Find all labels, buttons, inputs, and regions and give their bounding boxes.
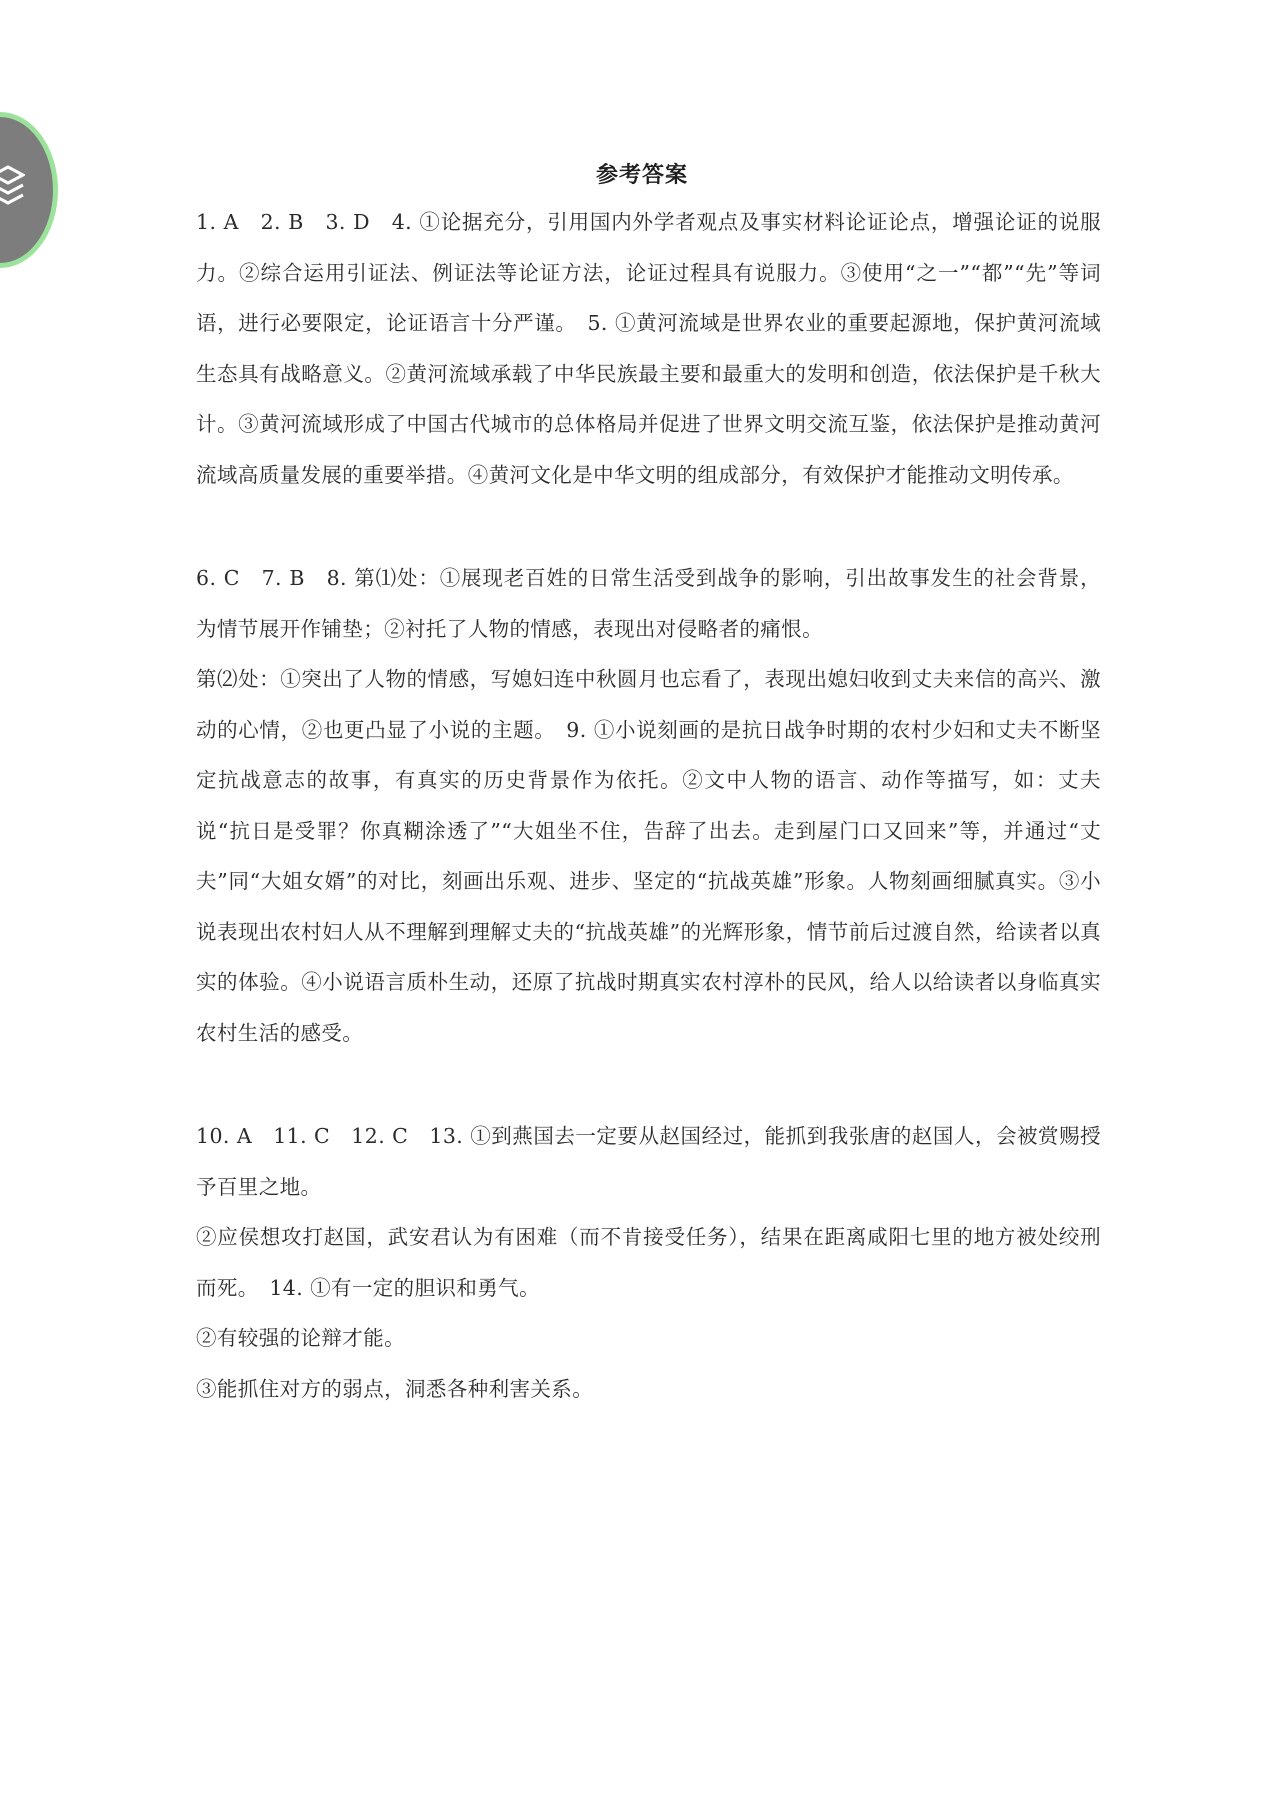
answer-block-6-8-part1: 6. C 7. B 8. 第⑴处：①展现老百姓的日常生活受到战争的影响，引出故事发生的社会背景，为情节展开作铺垫；②衬托了人物的情感，表现出对侵略者的痛恨。 xyxy=(196,566,1101,641)
corner-badge xyxy=(0,112,58,268)
answer-block-13-14: ②应侯想攻打赵国，武安君认为有困难（而不肯接受任务），结果在距离咸阳七里的地方被处绞刑而死。 14. ①有一定的胆识和勇气。 xyxy=(196,1225,1101,1300)
answer-block-1-5: 1. A 2. B 3. D 4. ①论据充分，引用国内外学者观点及事实材料论证论点，增强论证的说服力。②综合运用引证法、例证法等论证方法，论证过程具有说服力。③使用“之一”“都”“先”等词语，进行必要限定，论证语言十分严谨。 5. ①黄河流域是世界农业的重要起源地，保护黄河流域生态具有战略意义。②黄河流域承载了中华民族最主要和最重大的发明和创造，依法保护是千秋大计。③黄河流域形成了中国古代城市的总体格局并促进了世界文明交流互鉴，依法保护是推动黄河流域高质量发展的重要举措。④黄河文化是中华文明的组成部分，有效保护才能推动文明传承。 xyxy=(196,210,1101,487)
page-title: 参考答案 xyxy=(595,162,688,188)
answer-block-8-9: 第⑵处：①突出了人物的情感，写媳妇连中秋圆月也忘看了，表现出媳妇收到丈夫来信的高兴、激动的心情，②也更凸显了小说的主题。 9. ①小说刻画的是抗日战争时期的农村少妇和丈夫不断坚定抗战意志的故事，有真实的历史背景作为依托。②文中人物的语言、动作等描写，如：丈夫说“抗日是受罪？你真糊涂透了”“大姐坐不住，告辞了出去。走到屋门口又回来”等，并通过“丈夫”同“大姐女婿”的对比，刻画出乐观、进步、坚定的“抗战英雄”形象。人物刻画细腻真实。③小说表现出农村妇人从不理解到理解丈夫的“抗战英雄”的光辉形象，情节前后过渡自然，给读者以真实的体验。④小说语言质朴生动，还原了抗战时期真实农村淳朴的民风，给人以给读者以身临真实农村生活的感受。 xyxy=(196,667,1101,1045)
answer-line-14-2: ②有较强的论辩才能。 xyxy=(196,1326,405,1350)
answer-content xyxy=(196,197,1101,1414)
answer-block-10-13: 10. A 11. C 12. C 13. ①到燕国去一定要从赵国经过，能抓到我张唐的赵国人，会被赏赐授予百里之地。 xyxy=(196,1124,1101,1199)
answer-line-14-3: ③能抓住对方的弱点，洞悉各种利害关系。 xyxy=(196,1376,594,1401)
